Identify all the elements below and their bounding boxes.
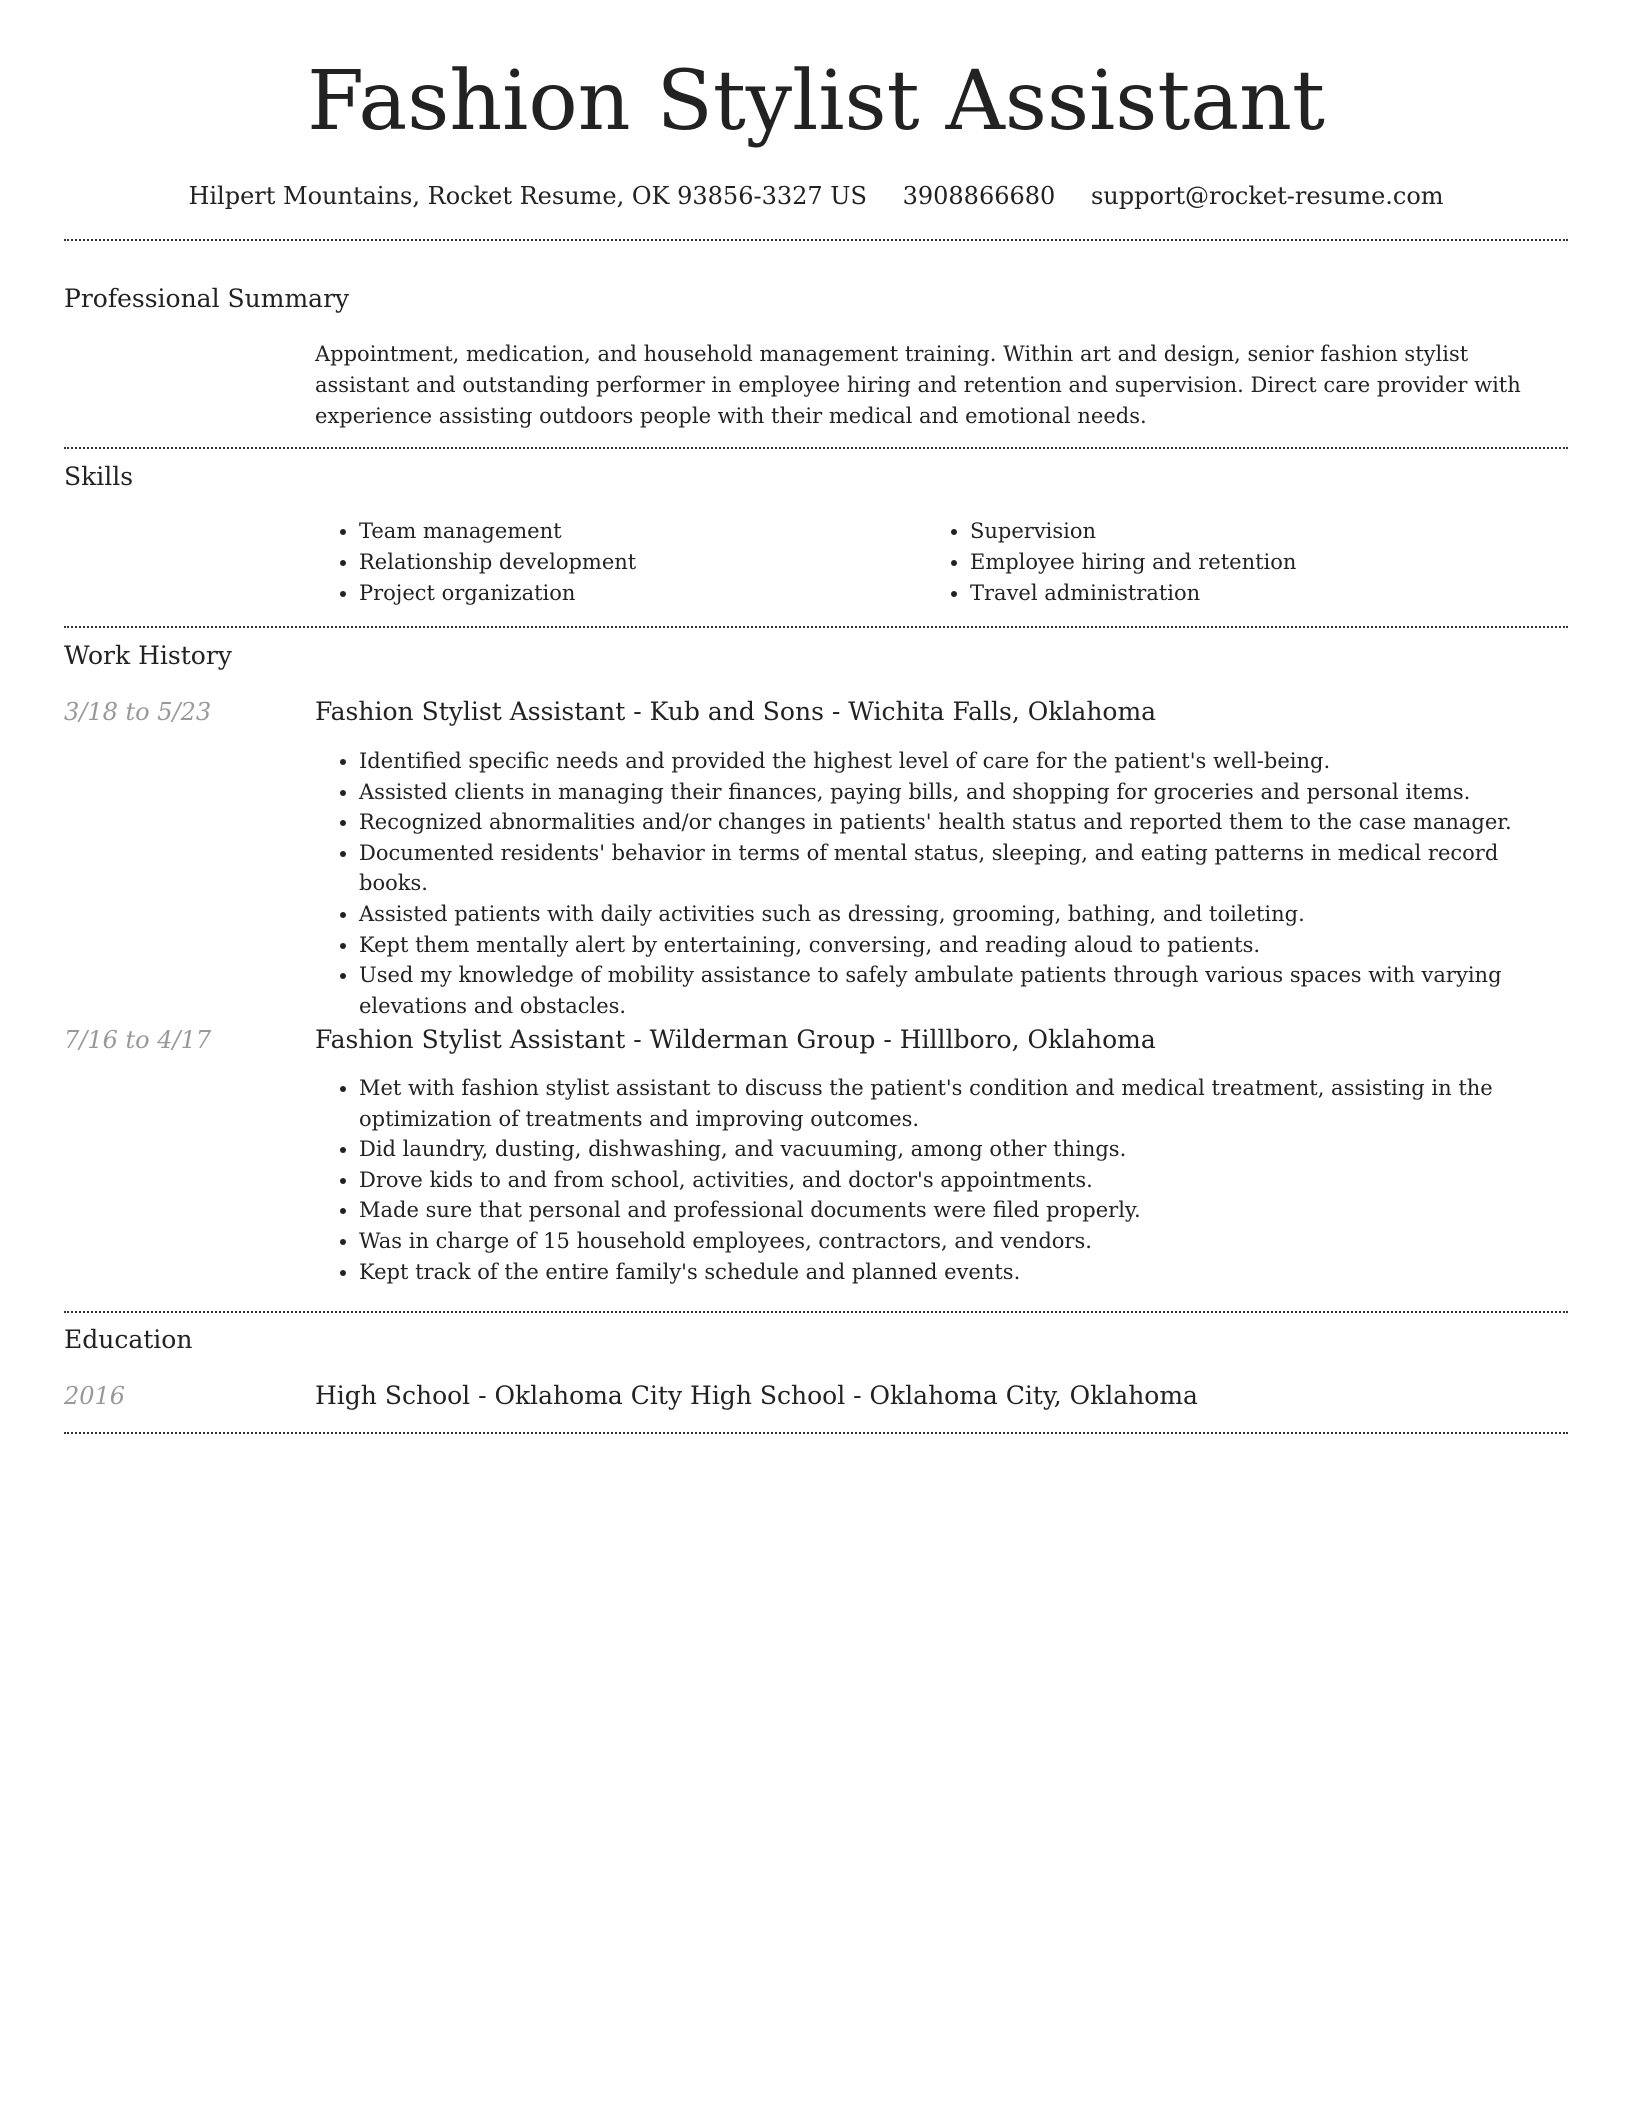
contact-email: support@rocket-resume.com <box>1090 182 1444 210</box>
education-section-title: Education <box>64 1325 193 1354</box>
job-heading: Fashion Stylist Assistant - Kub and Sons - Wichita Falls, Oklahoma <box>315 697 1157 726</box>
education-date: 2016 <box>64 1382 126 1410</box>
summary-section-title: Professional Summary <box>64 284 350 313</box>
job-bullet: • Did laundry, dusting, dishwashing, and vacuuming, among other things. <box>359 1134 1568 1165</box>
job-date: 7/16 to 4/17 <box>64 1026 212 1054</box>
job-bullet: • Documented residents' behavior in terms of mental status, sleeping, and eating patterns in medical record books. <box>359 838 1568 899</box>
skills-left-column <box>315 516 915 609</box>
education-divider <box>64 1432 1568 1434</box>
header-divider <box>64 239 1568 241</box>
skill-item: • Employee hiring and retention <box>970 547 1546 578</box>
candidate-name: Fashion Stylist Assistant <box>307 54 1325 149</box>
job-heading: Fashion Stylist Assistant - Wilderman Group - Hilllboro, Oklahoma <box>315 1025 1156 1054</box>
job-bullet: • Met with fashion stylist assistant to discuss the patient's condition and medical treatment, assisting in the optimization of treatments and improving outcomes. <box>359 1073 1568 1134</box>
job-bullet: • Used my knowledge of mobility assistance to safely ambulate patients through various spaces with varying elevations and obstacles. <box>359 960 1568 1021</box>
skills-right-column <box>926 516 1546 609</box>
work-section-title: Work History <box>64 641 232 670</box>
skill-item: • Team management <box>359 516 915 547</box>
job-bullet: • Drove kids to and from school, activities, and doctor's appointments. <box>359 1165 1568 1196</box>
job-bullets <box>315 1073 1568 1287</box>
skill-item: • Project organization <box>359 578 915 609</box>
job-bullet: • Kept track of the entire family's schedule and planned events. <box>359 1257 1568 1288</box>
skill-item: • Relationship development <box>359 547 915 578</box>
job-bullet: • Kept them mentally alert by entertaining, conversing, and reading aloud to patients. <box>359 930 1568 961</box>
skill-item: • Supervision <box>970 516 1546 547</box>
job-bullet: • Was in charge of 15 household employees, contractors, and vendors. <box>359 1226 1568 1257</box>
work-divider <box>64 1311 1568 1313</box>
job-bullet: • Recognized abnormalities and/or changes in patients' health status and reported them to the case manager. <box>359 807 1568 838</box>
job-date: 3/18 to 5/23 <box>64 698 212 726</box>
skills-divider <box>64 626 1568 628</box>
summary-divider <box>64 447 1568 449</box>
resume-header <box>0 0 1632 212</box>
job-bullet: • Assisted patients with daily activities such as dressing, grooming, bathing, and toileting. <box>359 899 1568 930</box>
skills-section-title: Skills <box>64 462 134 491</box>
job-bullets <box>315 746 1568 1021</box>
summary-text: Appointment, medication, and household management training. Within art and design, senior fashion stylist assistant and outstanding performer in employee hiring and retention and supervision. Direct care provider with experience assisting outdoors people with their medical and emotional needs. <box>315 342 1521 428</box>
job-bullet: • Made sure that personal and professional documents were filed properly. <box>359 1195 1568 1226</box>
contact-line <box>0 180 1632 212</box>
contact-address: Hilpert Mountains, Rocket Resume, OK 93856-3327 US <box>188 182 867 210</box>
education-heading: High School - Oklahoma City High School - Oklahoma City, Oklahoma <box>315 1381 1198 1410</box>
job-bullet: • Identified specific needs and provided the highest level of care for the patient's well-being. <box>359 746 1568 777</box>
contact-phone: 3908866680 <box>902 182 1056 210</box>
job-bullet: • Assisted clients in managing their finances, paying bills, and shopping for groceries and personal items. <box>359 777 1568 808</box>
skill-item: • Travel administration <box>970 578 1546 609</box>
